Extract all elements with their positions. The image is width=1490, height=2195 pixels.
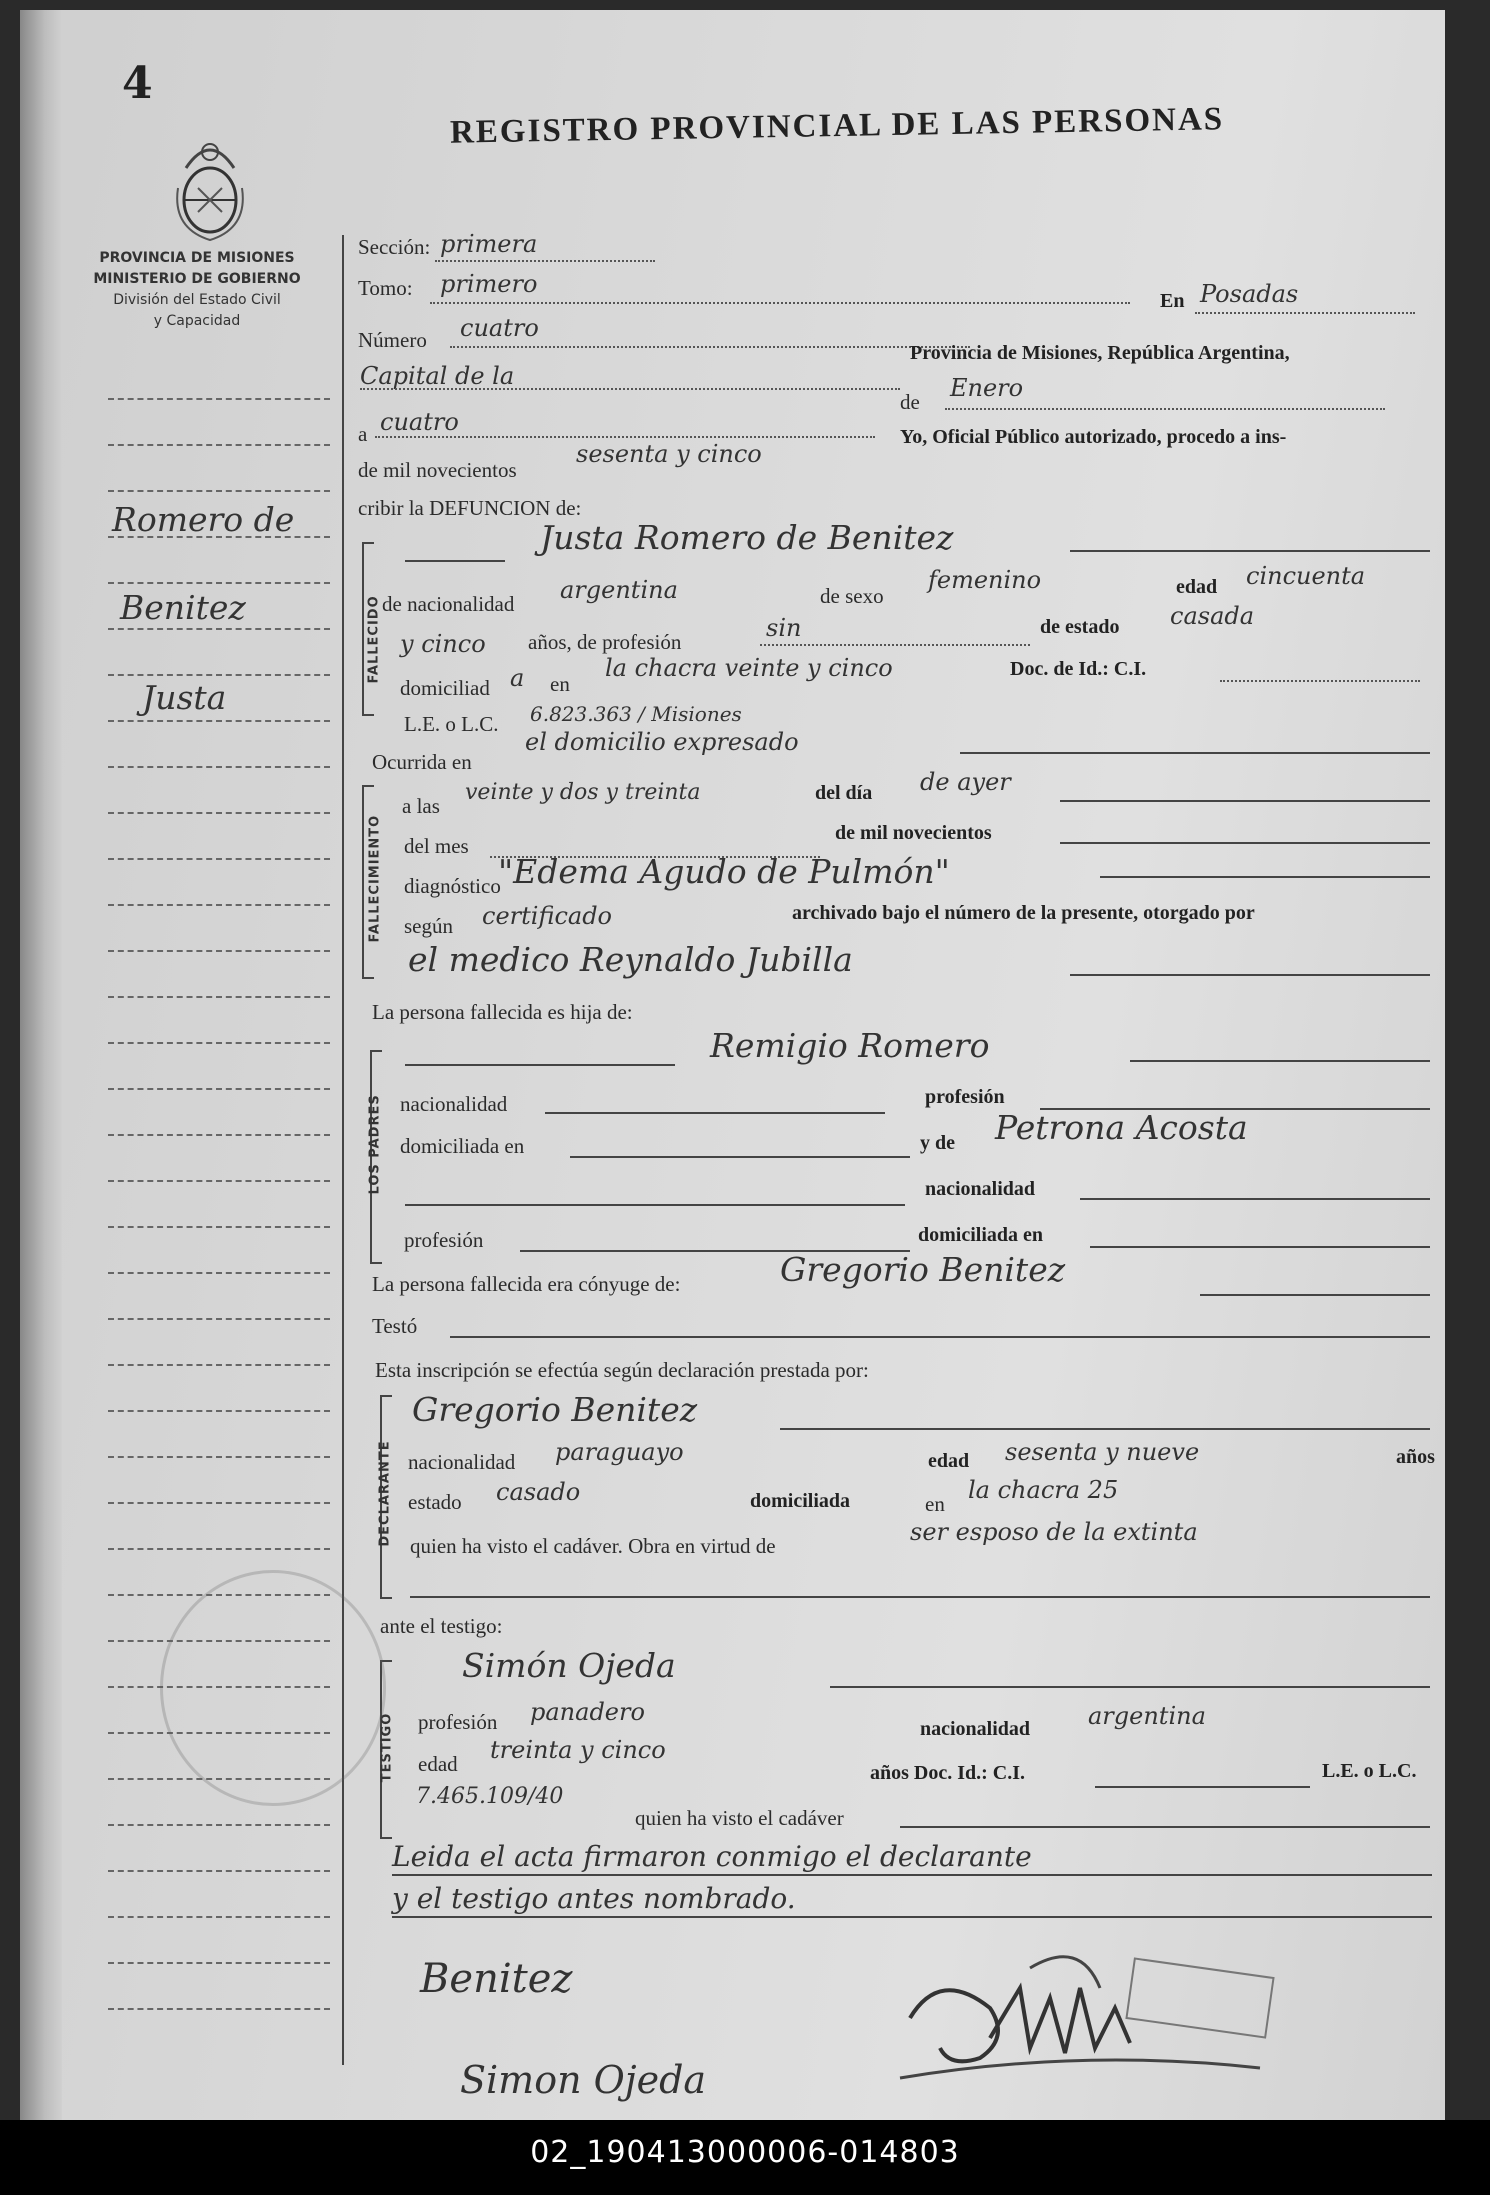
margin-line (108, 1410, 330, 1412)
anio-value: sesenta y cinco (576, 440, 762, 468)
coat-of-arms-icon (172, 128, 248, 248)
en-label: En (1160, 290, 1185, 312)
declarante-side-label: DECLARANTE (377, 1440, 393, 1547)
padre-profesion-label: profesión (925, 1086, 1005, 1108)
milnov-label: de mil novecientos (358, 458, 517, 482)
madre-profesion-label: profesión (404, 1228, 484, 1252)
margin-line (108, 766, 330, 768)
testigo-edad-value: treinta y cinco (490, 1736, 666, 1764)
domicilio-value: la chacra veinte y cinco (605, 654, 893, 682)
edad-label: edad (1176, 576, 1218, 598)
margin-line (108, 904, 330, 906)
declarante-edad-label: edad (928, 1450, 970, 1472)
testo-label: Testó (372, 1314, 418, 1338)
nacionalidad-value: argentina (560, 576, 678, 604)
testigo-edad-label: edad (418, 1752, 458, 1776)
edad-value: cincuenta (1246, 562, 1366, 590)
margin-line (108, 858, 330, 860)
margin-line (108, 1226, 330, 1228)
margin-line (108, 1088, 330, 1090)
margin-line (108, 1962, 330, 1964)
mes-value: Enero (950, 374, 1024, 402)
official-signature-icon (880, 1928, 1300, 2098)
margin-line (108, 1180, 330, 1182)
diagnostico-label: diagnóstico (404, 874, 501, 898)
le-label: L.E. o L.C. (404, 712, 499, 736)
testigo-nacionalidad-value: argentina (1088, 1702, 1206, 1730)
padre-domicilio-label: domiciliada en (400, 1134, 525, 1158)
margin-line (108, 674, 330, 676)
testigo-side-label: TESTIGO (379, 1712, 395, 1783)
padre-value: Remigio Romero (710, 1026, 990, 1065)
dia-prefix: a (358, 422, 368, 446)
numero-label: Número (358, 328, 427, 352)
declarante-en-label: en (925, 1492, 945, 1516)
testigo-nacionalidad-label: nacionalidad (920, 1718, 1031, 1740)
estado-label: de estado (1040, 616, 1120, 638)
margin-line (108, 1824, 330, 1826)
diagnostico-value: "Edema Agudo de Pulmón" (498, 852, 950, 891)
ocurrida-label: Ocurrida en (372, 750, 472, 774)
tomo-label: Tomo: (358, 276, 413, 300)
margin-line (108, 1916, 330, 1918)
segun-value: certificado (482, 902, 613, 930)
declarante-anios-label: años (1396, 1446, 1435, 1468)
nacionalidad-label: de nacionalidad (382, 592, 515, 616)
margin-line (108, 1134, 330, 1136)
dia-label: del día (815, 782, 873, 804)
medico-value: el medico Reynaldo Jubilla (408, 940, 853, 979)
margin-line (108, 1042, 330, 1044)
division-name: División del Estado Civil (113, 292, 281, 308)
testigo-le-label: L.E. o L.C. (1322, 1760, 1417, 1782)
declarante-nombre: Gregorio Benitez (412, 1390, 698, 1429)
testigo-doc-value: 7.465.109/40 (416, 1784, 564, 1809)
testigo-nombre: Simón Ojeda (462, 1646, 676, 1685)
margin-line (108, 582, 330, 584)
domiciliada-label: domiciliad (400, 676, 490, 700)
faint-seal-stamp (160, 1570, 386, 1806)
margin-line (108, 490, 330, 492)
seccion-value: primera (440, 230, 538, 258)
margin-line (108, 1502, 330, 1504)
declarante-nacionalidad-label: nacionalidad (408, 1450, 516, 1474)
hora-label: a las (402, 794, 440, 818)
cierre-line2: y el testigo antes nombrado. (392, 1882, 796, 1915)
domicilio-en-label: en (550, 672, 570, 696)
declarante-visto-text: quien ha visto el cadáver. Obra en virtud de (410, 1534, 776, 1558)
margin-line (108, 1272, 330, 1274)
margin-line (108, 1456, 330, 1458)
form-left-border (342, 235, 344, 2065)
ministry-header (82, 248, 312, 332)
doc-label: Doc. de Id.: C.I. (1010, 658, 1147, 680)
sexo-value: femenino (928, 566, 1042, 594)
margin-line (108, 1364, 330, 1366)
archivado-text: archivado bajo el número de la presente, otorgado por (792, 902, 1255, 924)
page-number: 4 (122, 58, 153, 109)
capital-value: Capital de la (360, 362, 515, 390)
edad-cont: y cinco (400, 630, 486, 658)
declarante-estado-label: estado (408, 1490, 462, 1514)
margin-line (108, 1870, 330, 1872)
seccion-label: Sección: (358, 235, 431, 259)
padres-side-label: LOS PADRES (367, 1094, 383, 1195)
margin-note-firstname: Justa (142, 678, 227, 717)
page-title: REGISTRO PROVINCIAL DE LAS PERSONAS (449, 101, 1225, 151)
sexo-label: de sexo (820, 584, 884, 608)
conyuge-label: La persona fallecida era cónyuge de: (372, 1272, 681, 1296)
fallecido-nombre: Justa Romero de Benitez (540, 518, 954, 557)
declarante-edad-value: sesenta y nueve (1005, 1438, 1200, 1466)
margin-note-surname2: Benitez (120, 588, 246, 627)
margin-line (108, 398, 330, 400)
estado-value: casada (1170, 602, 1255, 630)
register-page (20, 10, 1445, 2120)
margin-line (108, 812, 330, 814)
domiciliada-suffix: a (510, 664, 525, 692)
document-id: 02_190413000006-014803 (530, 2135, 960, 2170)
cribir-text: cribir la DEFUNCION de: (358, 496, 582, 520)
testigo-doc-label: años Doc. Id.: C.I. (870, 1762, 1026, 1784)
madre-nacionalidad-label: nacionalidad (925, 1178, 1036, 1200)
dia-value: cuatro (380, 408, 459, 436)
margin-line (108, 950, 330, 952)
conyuge-value: Gregorio Benitez (780, 1250, 1066, 1289)
ciudad-value: Posadas (1200, 280, 1299, 308)
ante-testigo-label: ante el testigo: (380, 1614, 503, 1638)
testigo-profesion-label: profesión (418, 1710, 498, 1734)
declarante-nacionalidad-value: paraguayo (555, 1438, 684, 1466)
de-mes-label: de (900, 390, 920, 414)
declarante-domiciliada-label: domiciliada (750, 1490, 851, 1512)
madre-domicilio-label: domiciliada en (918, 1224, 1044, 1246)
profesion-value: sin (766, 614, 802, 642)
margin-line (108, 444, 330, 446)
segun-label: según (404, 914, 453, 938)
book-spine (20, 10, 62, 2120)
ocurrida-value: el domicilio expresado (525, 728, 799, 756)
fallecimiento-side-label: FALLECIMIENTO (367, 814, 383, 943)
declarante-estado-value: casado (496, 1478, 581, 1506)
margin-line (108, 1548, 330, 1550)
dia-fallecimiento-value: de ayer (920, 768, 1011, 796)
mes-label: del mes (404, 834, 469, 858)
province-name: PROVINCIA DE MISIONES (99, 250, 295, 266)
madre-value: Petrona Acosta (995, 1108, 1248, 1147)
margin-line (108, 1318, 330, 1320)
testigo-visto-text: quien ha visto el cadáver (635, 1806, 844, 1830)
hija-label: La persona fallecida es hija de: (372, 1000, 633, 1024)
margin-note-surname1: Romero de (112, 500, 295, 539)
testigo-signature: Simon Ojeda (460, 2058, 707, 2102)
margin-line (108, 2008, 330, 2010)
padre-nacionalidad-label: nacionalidad (400, 1092, 508, 1116)
margin-line (108, 628, 330, 630)
cierre-line1: Leida el acta firmaron conmigo el declarante (392, 1840, 1032, 1873)
declarante-signature: Benitez (420, 1956, 573, 2002)
margin-line (108, 720, 330, 722)
declaracion-intro: Esta inscripción se efectúa según declaración prestada por: (375, 1358, 869, 1382)
le-value: 6.823.363 / Misiones (530, 702, 742, 726)
hora-value: veinte y dos y treinta (465, 780, 701, 805)
declarante-virtud-value: ser esposo de la extinta (910, 1518, 1198, 1546)
oficial-text: Yo, Oficial Público autorizado, procedo a ins- (900, 426, 1287, 448)
declarante-domicilio-value: la chacra 25 (968, 1476, 1119, 1504)
numero-value: cuatro (460, 314, 539, 342)
yde-label: y de (920, 1132, 955, 1154)
division-sub: y Capacidad (153, 313, 241, 329)
provincia-text: Provincia de Misiones, República Argentina, (910, 342, 1290, 364)
ministry-name: MINISTERIO DE GOBIERNO (93, 271, 301, 287)
fallecido-side-label: FALLECIDO (366, 595, 382, 684)
anios-profesion-label: años, de profesión (528, 630, 682, 654)
milnov2-label: de mil novecientos (835, 822, 992, 844)
testigo-profesion-value: panadero (530, 1698, 645, 1726)
margin-line (108, 996, 330, 998)
tomo-value: primero (440, 270, 538, 298)
